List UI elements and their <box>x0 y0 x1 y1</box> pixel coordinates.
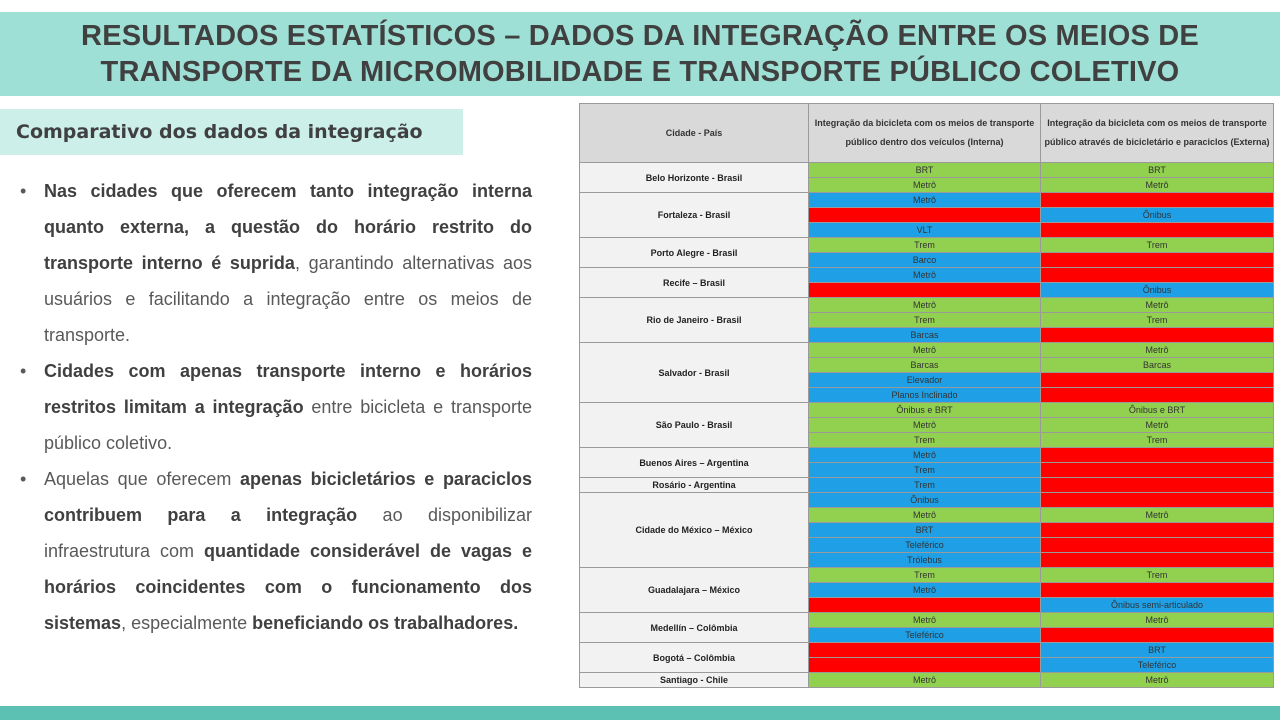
internal-mode-cell: Trem <box>809 313 1041 328</box>
internal-mode-cell: Metrô <box>809 508 1041 523</box>
internal-mode-cell: Metrô <box>809 448 1041 463</box>
city-cell: Cidade do México – México <box>580 493 809 568</box>
internal-mode-cell: Metrô <box>809 193 1041 208</box>
external-mode-cell <box>1041 448 1274 463</box>
table-row <box>580 493 1274 508</box>
internal-mode-cell <box>809 598 1041 613</box>
internal-mode-cell <box>809 643 1041 658</box>
internal-mode-cell: BRT <box>809 163 1041 178</box>
external-mode-cell: Metrô <box>1041 508 1274 523</box>
internal-mode-cell <box>809 283 1041 298</box>
title-banner <box>0 12 1280 96</box>
table-row <box>580 268 1274 283</box>
external-mode-cell <box>1041 583 1274 598</box>
city-cell: Rio de Janeiro - Brasil <box>580 298 809 343</box>
bullet-text: Aquelas que oferecem <box>44 469 240 489</box>
table-row <box>580 403 1274 418</box>
header-external-integration: Integração da bicicleta com os meios de transporte público através de bicicletário e paraciclos (Externa) <box>1041 104 1274 163</box>
internal-mode-cell: Metrô <box>809 178 1041 193</box>
external-mode-cell <box>1041 223 1274 238</box>
external-mode-cell <box>1041 328 1274 343</box>
internal-mode-cell: Ônibus <box>809 493 1041 508</box>
internal-mode-cell: Barco <box>809 253 1041 268</box>
bullet-bold-text: Nas cidades que oferecem tanto integração interna quanto externa, a questão do horário restrito do transporte interno é suprida <box>44 181 532 273</box>
internal-mode-cell: Metrô <box>809 343 1041 358</box>
bullet-item <box>20 461 532 641</box>
external-mode-cell <box>1041 628 1274 643</box>
external-mode-cell <box>1041 553 1274 568</box>
bullet-bold-text: beneficiando os trabalhadores. <box>252 613 519 633</box>
external-mode-cell: Trem <box>1041 238 1274 253</box>
section-heading: Comparativo dos dados da integração <box>16 121 423 143</box>
city-cell: Bogotá – Colômbia <box>580 643 809 673</box>
internal-mode-cell: BRT <box>809 523 1041 538</box>
bullet-text: , garantindo alternativas aos usuários e facilitando a integração entre os meios de transporte. <box>44 253 532 345</box>
external-mode-cell: Ônibus <box>1041 283 1274 298</box>
section-heading-box <box>0 109 463 155</box>
city-cell: Salvador - Brasil <box>580 343 809 403</box>
bullet-bold-text: apenas bicicletários e paraciclos contribuem para a integração <box>44 469 532 525</box>
header-internal-integration: Integração da bicicleta com os meios de transporte público dentro dos veículos (Interna) <box>809 104 1041 163</box>
bullet-bold-text: quantidade considerável de vagas e horários coincidentes com o funcionamento dos sistemas <box>44 541 532 633</box>
internal-mode-cell: Metrô <box>809 298 1041 313</box>
external-mode-cell: Metrô <box>1041 418 1274 433</box>
external-mode-cell <box>1041 538 1274 553</box>
bullet-text: ao disponibilizar infraestrutura com <box>44 505 533 561</box>
internal-mode-cell: Trem <box>809 463 1041 478</box>
internal-mode-cell: VLT <box>809 223 1041 238</box>
table-row <box>580 343 1274 358</box>
external-mode-cell: Metrô <box>1041 343 1274 358</box>
external-mode-cell: Metrô <box>1041 613 1274 628</box>
external-mode-cell: Barcas <box>1041 358 1274 373</box>
city-cell: Santiago - Chile <box>580 673 809 688</box>
internal-mode-cell: Barcas <box>809 358 1041 373</box>
internal-mode-cell: Metrô <box>809 673 1041 688</box>
external-mode-cell: Trem <box>1041 568 1274 583</box>
external-mode-cell: BRT <box>1041 643 1274 658</box>
internal-mode-cell: Metrô <box>809 613 1041 628</box>
internal-mode-cell: Teleférico <box>809 628 1041 643</box>
table-row <box>580 478 1274 493</box>
city-cell: São Paulo - Brasil <box>580 403 809 448</box>
internal-mode-cell: Ônibus e BRT <box>809 403 1041 418</box>
external-mode-cell: Trem <box>1041 313 1274 328</box>
bullet-item <box>20 353 532 461</box>
internal-mode-cell <box>809 208 1041 223</box>
city-cell: Rosário - Argentina <box>580 478 809 493</box>
internal-mode-cell: Teleférico <box>809 538 1041 553</box>
table-header-row <box>580 104 1274 163</box>
city-cell: Recife – Brasil <box>580 268 809 298</box>
header-city-country: Cidade - País <box>580 104 809 163</box>
city-cell: Buenos Aires – Argentina <box>580 448 809 478</box>
city-cell: Porto Alegre - Brasil <box>580 238 809 268</box>
internal-mode-cell: Trem <box>809 478 1041 493</box>
internal-mode-cell: Metrô <box>809 583 1041 598</box>
external-mode-cell <box>1041 193 1274 208</box>
external-mode-cell <box>1041 373 1274 388</box>
slide-title-line-1: RESULTADOS ESTATÍSTICOS – DADOS DA INTEGRAÇÃO ENTRE OS MEIOS DE <box>81 20 1199 52</box>
table-row <box>580 613 1274 628</box>
bullet-text: entre bicicleta e transporte público coletivo. <box>44 397 532 453</box>
table-row <box>580 448 1274 463</box>
internal-mode-cell: Trem <box>809 433 1041 448</box>
city-cell: Fortaleza - Brasil <box>580 193 809 238</box>
external-mode-cell: Metrô <box>1041 298 1274 313</box>
table-row <box>580 298 1274 313</box>
internal-mode-cell: Planos Inclinado <box>809 388 1041 403</box>
internal-mode-cell <box>809 658 1041 673</box>
internal-mode-cell: Trem <box>809 238 1041 253</box>
external-mode-cell <box>1041 253 1274 268</box>
internal-mode-cell: Trólebus <box>809 553 1041 568</box>
external-mode-cell <box>1041 478 1274 493</box>
internal-mode-cell: Elevador <box>809 373 1041 388</box>
table-row <box>580 643 1274 658</box>
external-mode-cell <box>1041 388 1274 403</box>
bullet-item <box>20 173 532 353</box>
external-mode-cell: Teleférico <box>1041 658 1274 673</box>
external-mode-cell: Trem <box>1041 433 1274 448</box>
external-mode-cell <box>1041 493 1274 508</box>
slide-title-line-2: TRANSPORTE DA MICROMOBILIDADE E TRANSPORTE PÚBLICO COLETIVO <box>100 56 1180 88</box>
table-row <box>580 238 1274 253</box>
integration-table <box>579 103 1274 688</box>
city-cell: Guadalajara – México <box>580 568 809 613</box>
bullet-bold-text: Cidades com apenas transporte interno e horários restritos limitam a integração <box>44 361 532 417</box>
table-row <box>580 568 1274 583</box>
external-mode-cell <box>1041 463 1274 478</box>
external-mode-cell: Ônibus <box>1041 208 1274 223</box>
table-row <box>580 673 1274 688</box>
table-row <box>580 163 1274 178</box>
external-mode-cell <box>1041 523 1274 538</box>
bottom-accent-bar <box>0 706 1280 720</box>
external-mode-cell <box>1041 268 1274 283</box>
bullet-list <box>20 173 532 641</box>
external-mode-cell: Metrô <box>1041 673 1274 688</box>
external-mode-cell: Ônibus e BRT <box>1041 403 1274 418</box>
external-mode-cell: Ônibus semi-articulado <box>1041 598 1274 613</box>
internal-mode-cell: Metrô <box>809 418 1041 433</box>
city-cell: Belo Horizonte - Brasil <box>580 163 809 193</box>
bullet-text: , especialmente <box>121 613 253 633</box>
city-cell: Medellín – Colômbia <box>580 613 809 643</box>
external-mode-cell: Metrô <box>1041 178 1274 193</box>
table-row <box>580 193 1274 208</box>
internal-mode-cell: Trem <box>809 568 1041 583</box>
internal-mode-cell: Barcas <box>809 328 1041 343</box>
internal-mode-cell: Metrô <box>809 268 1041 283</box>
external-mode-cell: BRT <box>1041 163 1274 178</box>
